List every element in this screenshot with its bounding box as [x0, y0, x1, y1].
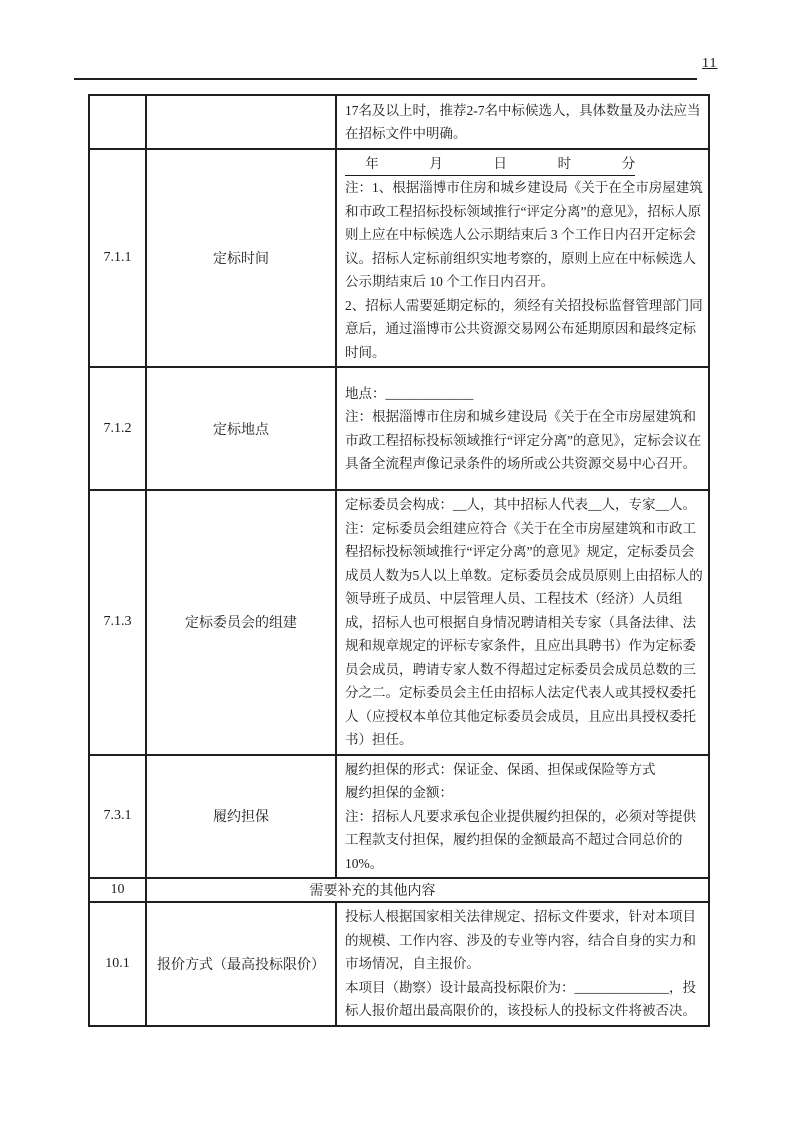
content-paragraph: 履约担保的金额：	[345, 785, 453, 800]
row-label-cell: 定标地点	[146, 367, 336, 490]
content-paragraph: 投标人根据国家相关法律规定、招标文件要求，针对本项目的规模、工作内容、涉及的专业等内容，结合自身的实力和市场情况，自主报价。	[345, 909, 696, 971]
table-row-10-1	[89, 902, 709, 1026]
page-number: 11	[702, 56, 718, 71]
row-content-cell	[336, 367, 709, 490]
row-content-cell	[336, 490, 709, 755]
content-paragraph: 17名及以上时，推荐2-7名中标候选人，具体数量及办法应当在招标文件中明确。	[345, 102, 701, 141]
row-content-cell	[336, 755, 709, 879]
table-row-7-1-2	[89, 367, 709, 490]
row-label-cell: 定标委员会的组建	[146, 490, 336, 755]
row-id-cell	[89, 95, 146, 149]
tender-parameters-table	[88, 94, 710, 1027]
row-id-cell: 10	[89, 878, 146, 902]
row-id-cell: 7.1.2	[89, 367, 146, 490]
row-label-cell: 履约担保	[146, 755, 336, 879]
content-paragraph: 注：定标委员会组建应符合《关于在全市房屋建筑和市政工程招标投标领域推行“评定分离”的意见》规定，定标委员会成员人数为5人以上单数。定标委员会成员原则上由招标人的领导班子成员、中层管理人员、工程技术（经济）人员组成，招标人也可根据自身情况聘请相关专家（具备法律、法规和规章规定的评标专家条件，且应出具聘书）作为定标委员会成员，聘请专家人数不得超过定标委员会成员总数的三分之二。定标委员会主任由招标人法定代表人或其授权委托人（应授权本单位其他定标委员会成员，且应出具授权委托书）担任。	[345, 520, 703, 747]
date-time-blank-line	[345, 152, 704, 176]
table-row-7-1-3	[89, 490, 709, 755]
row-merged-cell: 需要补充的其他内容	[146, 878, 709, 902]
fill-in-blank: 年 月 日 时 分	[345, 153, 635, 176]
row-content-cell	[336, 149, 709, 367]
table-row-7-3-1	[89, 755, 709, 879]
row-id-cell: 7.3.1	[89, 755, 146, 879]
content-paragraph: 2、招标人需要延期定标的，须经有关招投标监督管理部门同意后，通过淄博市公共资源交易网公布延期原因和最终定标时间。	[345, 297, 703, 360]
content-paragraph: 地点：_____________	[345, 385, 474, 401]
content-paragraph: 注：根据淄博市住房和城乡建设局《关于在全市房屋建筑和市政工程招标投标领域推行“评定分离”的意见》，定标会议在具备全流程声像记录条件的场所或公共资源交易中心召开。	[345, 409, 702, 471]
table-row-continuation	[89, 95, 709, 149]
row-label-cell	[146, 95, 336, 149]
content-paragraph: 注：1、根据淄博市住房和城乡建设局《关于在全市房屋建筑和市政工程招标投标领域推行“评定分离”的意见》，招标人原则上应在中标候选人公示期结束后 3 个工作日内召开定标会议。招标人定标前组织实地考察的，原则上应在中标候选人公示期结束后 10 个工作日内召开。	[345, 180, 703, 289]
row-id-cell: 10.1	[89, 902, 146, 1026]
row-id-cell: 7.1.3	[89, 490, 146, 755]
content-paragraph: 本项目（勘察）设计最高投标限价为：______________，投标人报价超出最高限价的，该投标人的投标文件将被否决。	[345, 979, 696, 1018]
row-content-cell	[336, 902, 709, 1026]
row-id-cell: 7.1.1	[89, 149, 146, 367]
content-paragraph: 定标委员会构成：__人，其中招标人代表__人，专家__人。	[345, 497, 696, 512]
row-label-cell: 报价方式（最高投标限价）	[146, 902, 336, 1026]
row-label-cell: 定标时间	[146, 149, 336, 367]
table-row-10	[89, 878, 709, 902]
content-paragraph: 履约担保的形式：保证金、保函、担保或保险等方式	[345, 761, 656, 777]
content-paragraph: 注：招标人凡要求承包企业提供履约担保的，必须对等提供工程款支付担保，履约担保的金额最高不超过合同总价的10%。	[345, 808, 696, 871]
row-content-cell	[336, 95, 709, 149]
header-rule	[74, 78, 697, 80]
table-row-7-1-1	[89, 149, 709, 367]
